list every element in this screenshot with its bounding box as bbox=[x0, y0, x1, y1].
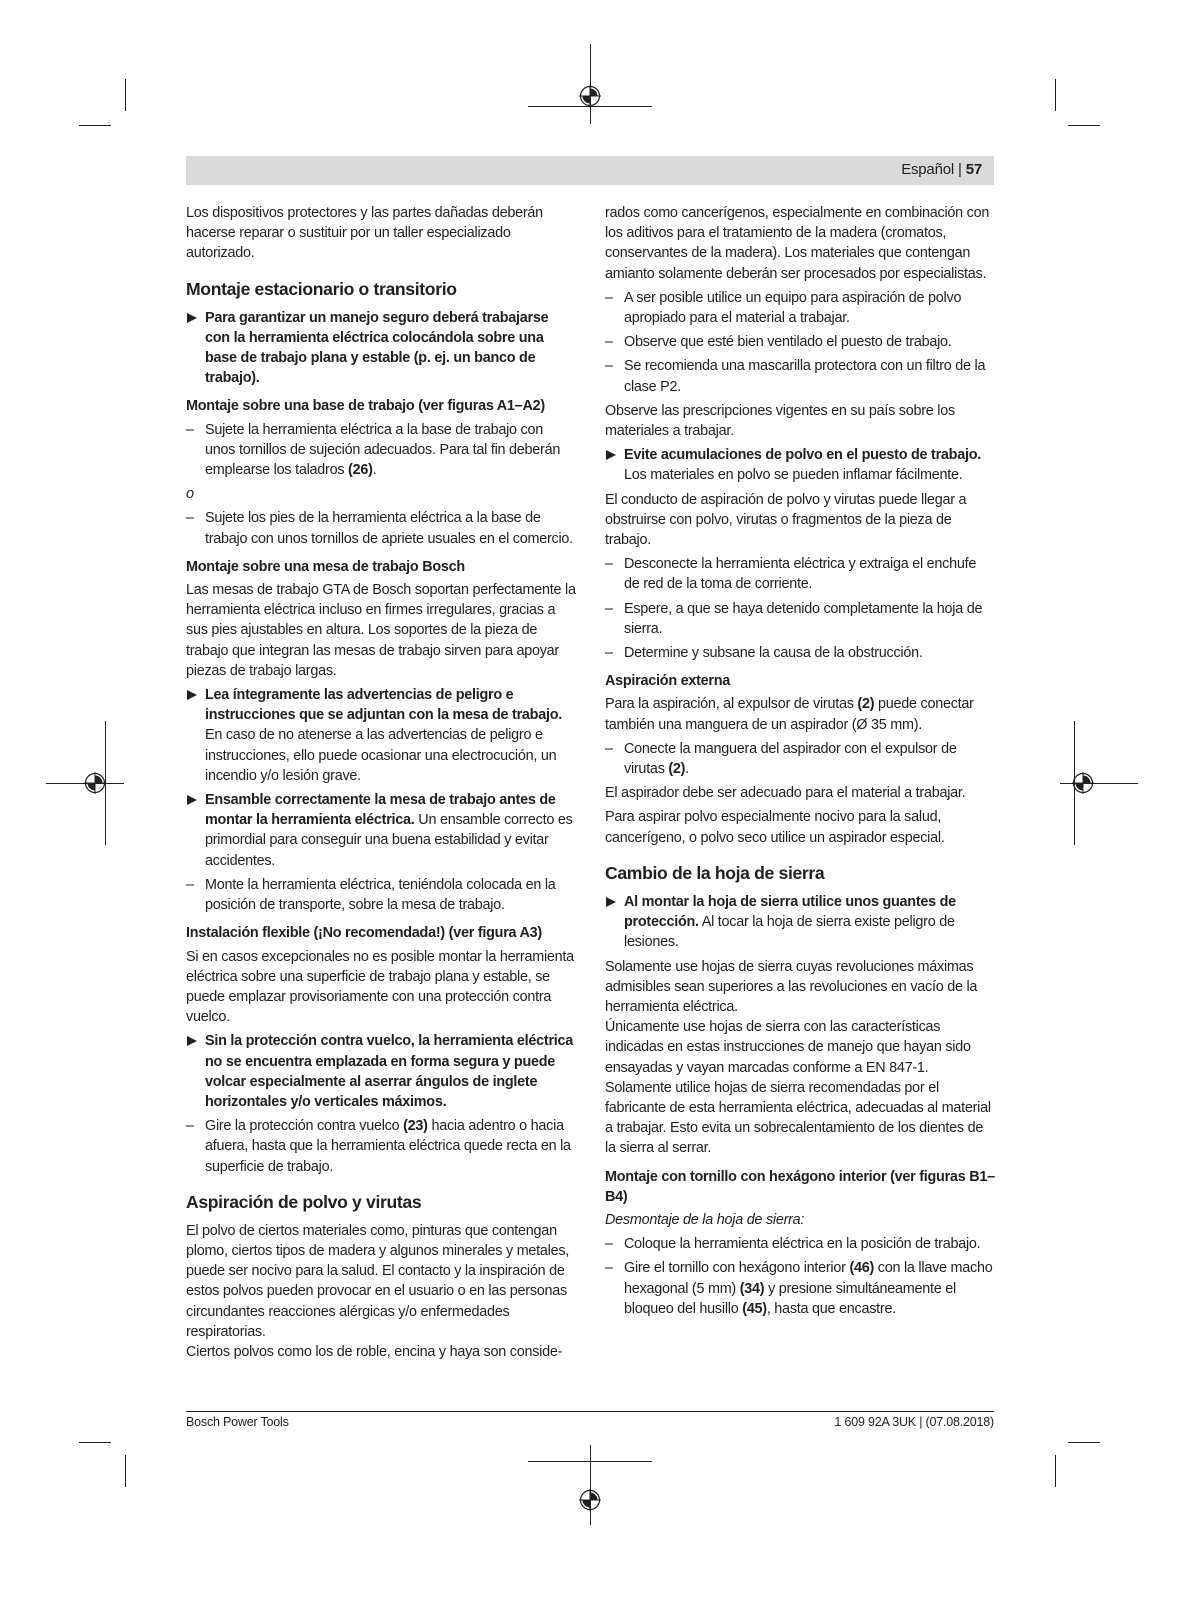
footer-brand: Bosch Power Tools bbox=[186, 1415, 289, 1429]
or-label: o bbox=[186, 486, 194, 503]
header-separator: | bbox=[958, 161, 962, 178]
intro-paragraph: Los dispositivos protectores y las partes dañadas deberán hacerse reparar o sustituir por un taller especializado autorizado. bbox=[186, 205, 543, 262]
subsection-title-external: Aspiración externa bbox=[605, 673, 731, 690]
dash-list bbox=[186, 1116, 576, 1177]
subsection-title-bosch-table: Montaje sobre una mesa de trabajo Bosch bbox=[186, 558, 465, 575]
header-language: Español bbox=[901, 161, 954, 178]
list-item: – Conecte la manguera del aspirador con el expulsor de virutas (2). bbox=[605, 740, 957, 778]
warning-arrow-icon bbox=[187, 1036, 197, 1046]
paragraph: Solamente use hojas de sierra cuyas revoluciones máximas admisibles sean superiores a las revoluciones en vacío de la herramienta eléctrica. bbox=[605, 958, 978, 1015]
warning-item: Evite acumulaciones de polvo en el puesto de trabajo. Los materiales en polvo se pueden inflamar fácilmente. bbox=[605, 445, 995, 485]
right-column bbox=[605, 203, 995, 1323]
list-item: – Sujete la herramienta eléctrica a la base de trabajo con unos tornillos de sujeción adecuados. Para tal fin deberán emplearse los taladros (26). bbox=[186, 421, 561, 479]
paragraph: rados como cancerígenos, especialmente en combinación con los aditivos para el tratamiento de la madera (cromatos, conservantes de la madera). Los materiales que contengan amianto solamente deberán ser procesados por especialistas. bbox=[605, 205, 990, 282]
paragraph: Solamente utilice hojas de sierra recomendadas por el fabricante de esta herramienta eléctrica, adecuadas al material a trabajar. Esto evita un sobrecalentamiento de los dientes de la sierra al serrar. bbox=[605, 1079, 991, 1157]
paragraph: Ciertos polvos como los de roble, encina y haya son conside- bbox=[186, 1343, 563, 1360]
paragraph: Para la aspiración, al expulsor de virutas (2) puede conectar también una manguera de un aspirador (Ø 35 mm). bbox=[605, 696, 974, 733]
list-item: – Sujete los pies de la herramienta eléctrica a la base de trabajo con unos tornillos de apriete usuales en el comercio. bbox=[186, 510, 573, 547]
list-item: – Espere, a que se haya detenido completamente la hoja de sierra. bbox=[605, 600, 983, 637]
section-title-mounting: Montaje estacionario o transitorio bbox=[186, 278, 457, 299]
warning-arrow-icon bbox=[187, 313, 197, 323]
registration-line bbox=[590, 1445, 591, 1525]
subsection-title-flexible: Instalación flexible (¡No recomendada!) (ver figura A3) bbox=[186, 925, 542, 942]
crop-mark bbox=[1055, 1455, 1056, 1487]
crop-mark bbox=[1068, 1442, 1100, 1443]
list-item: – Se recomienda una mascarilla protectora con un filtro de la clase P2. bbox=[605, 358, 986, 395]
crop-mark bbox=[125, 79, 126, 111]
warning-arrow-icon bbox=[606, 897, 616, 907]
paragraph: El aspirador debe ser adecuado para el material a trabajar. bbox=[605, 785, 966, 802]
list-item: – Monte la herramienta eléctrica, teniéndola colocada en la posición de transporte, sobre la mesa de trabajo. bbox=[186, 876, 556, 914]
subsection-title-base: Montaje sobre una base de trabajo (ver figuras A1–A2) bbox=[186, 398, 545, 415]
registration-target-icon bbox=[579, 1489, 601, 1511]
crop-mark bbox=[1068, 125, 1100, 126]
crop-mark bbox=[79, 1442, 111, 1443]
crop-mark bbox=[125, 1455, 126, 1487]
registration-target-icon bbox=[84, 772, 106, 794]
warning-arrow-icon bbox=[187, 690, 197, 700]
page-header bbox=[186, 156, 994, 185]
registration-line bbox=[528, 1461, 652, 1462]
section-title-blade: Cambio de la hoja de sierra bbox=[605, 862, 825, 883]
list-item: – A ser posible utilice un equipo para aspiración de polvo apropiado para el material a trabajar. bbox=[605, 289, 962, 327]
dash-list bbox=[186, 420, 576, 481]
subsection-title-hex: Montaje con tornillo con hexágono interior (ver figuras B1–B4) bbox=[605, 1168, 995, 1205]
warning-item: Lea íntegramente las advertencias de peligro e instrucciones que se adjuntan con la mesa de trabajo. En caso de no atenerse a las advertencias de peligro e instrucciones, ello puede ocasionar una electrocución, un incendio y/o lesión grave. bbox=[186, 685, 576, 786]
paragraph: Para aspirar polvo especialmente nocivo para la salud, cancerígeno, o polvo seco utilice un aspirador especial. bbox=[605, 809, 945, 846]
dash-list bbox=[605, 739, 995, 779]
list-item: – Determine y subsane la causa de la obstrucción. bbox=[605, 645, 923, 662]
registration-target-icon bbox=[579, 85, 601, 107]
warning-arrow-icon bbox=[187, 795, 197, 805]
warning-item: Ensamble correctamente la mesa de trabajo antes de montar la herramienta eléctrica. Un ensamble correcto es primordial para conseguir una buena estabilidad y evitar accidentes. bbox=[186, 790, 576, 871]
dash-list bbox=[186, 508, 576, 548]
paragraph: Las mesas de trabajo GTA de Bosch soportan perfectamente la herramienta eléctrica incluso en firmes irregulares, gracias a sus pies ajustables en altura. Los soportes de la pieza de trabajo que integran las mesas de trabajo sirven para apoyar piezas de trabajo largas. bbox=[186, 582, 576, 679]
dash-list bbox=[605, 1234, 995, 1319]
subheading-italic: Desmontaje de la hoja de sierra: bbox=[605, 1211, 805, 1228]
list-item: – Desconecte la herramienta eléctrica y extraiga el enchufe de red de la toma de corriente. bbox=[605, 556, 977, 593]
footer-doc-id: 1 609 92A 3UK | (07.08.2018) bbox=[834, 1415, 994, 1429]
dash-list bbox=[605, 288, 995, 397]
warning-item: Para garantizar un manejo seguro deberá trabajarse con la herramienta eléctrica colocándola sobre una base de trabajo plana y estable (p. ej. un banco de trabajo). bbox=[186, 308, 576, 389]
list-item: – Coloque la herramienta eléctrica en la posición de trabajo. bbox=[605, 1236, 981, 1253]
crop-mark bbox=[79, 125, 111, 126]
warning-item: Sin la protección contra vuelco, la herramienta eléctrica no se encuentra emplazada en forma segura y puede volcar especialmente al aserrar ángulos de inglete horizontales y/o verticales máximos. bbox=[186, 1031, 576, 1112]
footer-rule bbox=[186, 1411, 994, 1412]
registration-line bbox=[590, 44, 591, 124]
crop-mark bbox=[1055, 79, 1056, 111]
warning-arrow-icon bbox=[606, 450, 616, 460]
list-item: – Gire la protección contra vuelco (23) hacia adentro o hacia afuera, hasta que la herramienta eléctrica quede recta en la superficie de trabajo. bbox=[186, 1118, 571, 1175]
dash-list bbox=[186, 875, 576, 915]
list-item: – Gire el tornillo con hexágono interior (46) con la llave macho hexagonal (5 mm) (34) y presione simultáneamente el bloqueo del husillo (45), hasta que encastre. bbox=[605, 1260, 993, 1317]
page-number: 57 bbox=[965, 161, 982, 178]
warning-item: Al montar la hoja de sierra utilice unos guantes de protección. Al tocar la hoja de sierra existe peligro de lesiones. bbox=[605, 892, 995, 953]
paragraph: Únicamente use hojas de sierra con las características indicadas en estas instrucciones de manejo que hayan sido ensayadas y vayan marcadas conforme a EN 847-1. bbox=[605, 1019, 971, 1076]
header-text bbox=[901, 161, 982, 178]
section-title-dust: Aspiración de polvo y virutas bbox=[186, 1191, 422, 1212]
list-item: – Observe que esté bien ventilado el puesto de trabajo. bbox=[605, 334, 952, 351]
registration-target-icon bbox=[1072, 772, 1094, 794]
paragraph: Si en casos excepcionales no es posible montar la herramienta eléctrica sobre una superficie de trabajo plana y estable, se puede emplazar provisoriamente con una protección contra vuelco. bbox=[186, 948, 574, 1026]
paragraph: El polvo de ciertos materiales como, pinturas que contengan plomo, ciertos tipos de madera y algunos minerales y metales, puede ser nocivo para la salud. El contacto y la inspiración de estos polvos pueden provocar en el usuario o en las personas circundantes reacciones alérgicas y/o enfermedades respiratorias. bbox=[186, 1222, 570, 1340]
dash-list bbox=[605, 554, 995, 663]
left-column bbox=[186, 203, 576, 1362]
paragraph: Observe las prescripciones vigentes en su país sobre los materiales a trabajar. bbox=[605, 402, 955, 440]
paragraph: El conducto de aspiración de polvo y virutas puede llegar a obstruirse con polvo, virutas o fragmentos de la pieza de trabajo. bbox=[605, 491, 967, 549]
